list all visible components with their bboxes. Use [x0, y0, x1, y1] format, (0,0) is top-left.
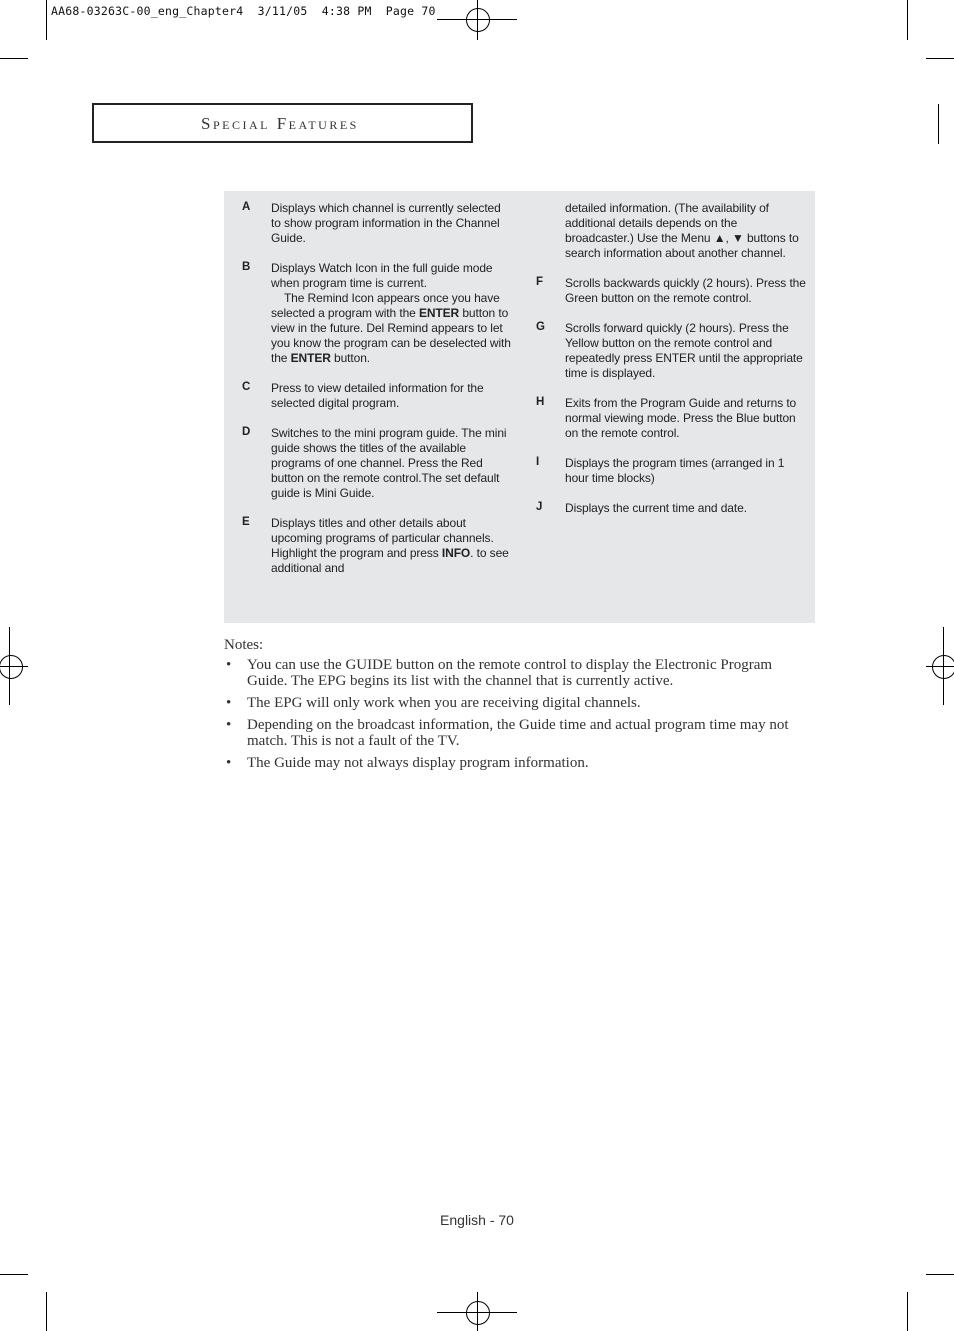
section-title-box: [92, 103, 473, 143]
legend-item-i: [536, 456, 806, 486]
crop-mark: [46, 1292, 47, 1331]
legend-description: Displays Watch Icon in the full guide mode when program time is current. The Remind Icon appears once you have selected a program with the ENTER button to view in the future. Del Remind appears to let you know the program can be deselected with the ENTER button.: [271, 261, 511, 365]
legend-item-g: [536, 321, 806, 381]
legend-description: Displays the current time and date.: [565, 501, 747, 515]
legend-item-b: [242, 261, 512, 366]
legend-description: Exits from the Program Guide and returns to normal viewing mode. Press the Blue button on the remote control.: [565, 396, 797, 440]
crop-mark: [0, 58, 28, 59]
bullet-icon: •: [226, 695, 232, 711]
notes-section: [224, 636, 814, 777]
legend-column-right: [536, 201, 806, 531]
legend-description: Switches to the mini program guide. The mini guide shows the titles of the available programs of one channel. Press the Red button on the remote control.The set default guide is Mini Guide.: [271, 426, 507, 500]
crop-mark: [926, 1274, 954, 1275]
legend-description: Press to view detailed information for the selected digital program.: [271, 381, 484, 410]
legend-letter: J: [536, 501, 543, 513]
legend-letter: G: [536, 321, 545, 333]
legend-letter: B: [242, 261, 251, 273]
legend-letter: D: [242, 426, 251, 438]
bullet-icon: •: [226, 755, 232, 771]
bullet-icon: •: [226, 717, 232, 733]
section-title: Special Features: [201, 114, 359, 133]
legend-description: Scrolls forward quickly (2 hours). Press the Yellow button on the remote control and repeatedly press ENTER until the appropriate time is displayed.: [565, 321, 803, 380]
legend-item-f: [536, 276, 806, 306]
legend-letter: C: [242, 381, 251, 393]
legend-letter: E: [242, 516, 250, 528]
crop-mark: [926, 58, 954, 59]
legend-letter: I: [536, 456, 540, 468]
crop-mark: [46, 0, 47, 40]
bullet-icon: •: [226, 657, 232, 673]
legend-item-c: [242, 381, 512, 411]
legend-description: Displays titles and other details about upcoming programs of particular channels. Highlight the program and press INFO. to see additional and: [271, 516, 509, 575]
guide-legend-panel: [224, 191, 815, 623]
legend-item-e-continued: [536, 201, 806, 261]
notes-list: [224, 657, 814, 771]
legend-letter: F: [536, 276, 544, 288]
legend-column-left: [242, 201, 512, 591]
legend-description: Displays the program times (arranged in 1 hour time blocks): [565, 456, 785, 485]
crop-mark: [907, 0, 908, 40]
legend-description: Scrolls backwards quickly (2 hours). Press the Green button on the remote control.: [565, 276, 806, 305]
crop-mark: [0, 1274, 28, 1275]
legend-item-h: [536, 396, 806, 441]
print-slug: AA68-03263C-00_eng_Chapter4 3/11/05 4:38 PM Page 70: [51, 4, 436, 18]
legend-item-j: [536, 501, 806, 516]
legend-letter: H: [536, 396, 545, 408]
legend-description: detailed information. (The availability of additional details depends on the broadcaster.) Use the Menu ▲, ▼ buttons to search information about another channel.: [565, 201, 799, 260]
crop-mark: [938, 104, 939, 144]
note-item: • You can use the GUIDE button on the remote control to display the Electronic Program Guide. The EPG begins its list with the channel that is currently active.: [226, 657, 773, 689]
page-number: English - 70: [440, 1212, 514, 1228]
legend-item-e: [242, 516, 512, 576]
note-item: • The Guide may not always display program information.: [226, 755, 589, 771]
note-item: • The EPG will only work when you are receiving digital channels.: [226, 695, 641, 711]
crop-mark: [907, 1292, 908, 1331]
note-item: • Depending on the broadcast information, the Guide time and actual program time may not match. This is not a fault of the TV.: [226, 717, 789, 749]
legend-letter: A: [242, 201, 251, 213]
legend-description: Displays which channel is currently selected to show program information in the Channel Guide.: [271, 201, 501, 245]
notes-label: Notes:: [224, 637, 264, 653]
legend-item-d: [242, 426, 512, 501]
legend-item-a: [242, 201, 512, 246]
